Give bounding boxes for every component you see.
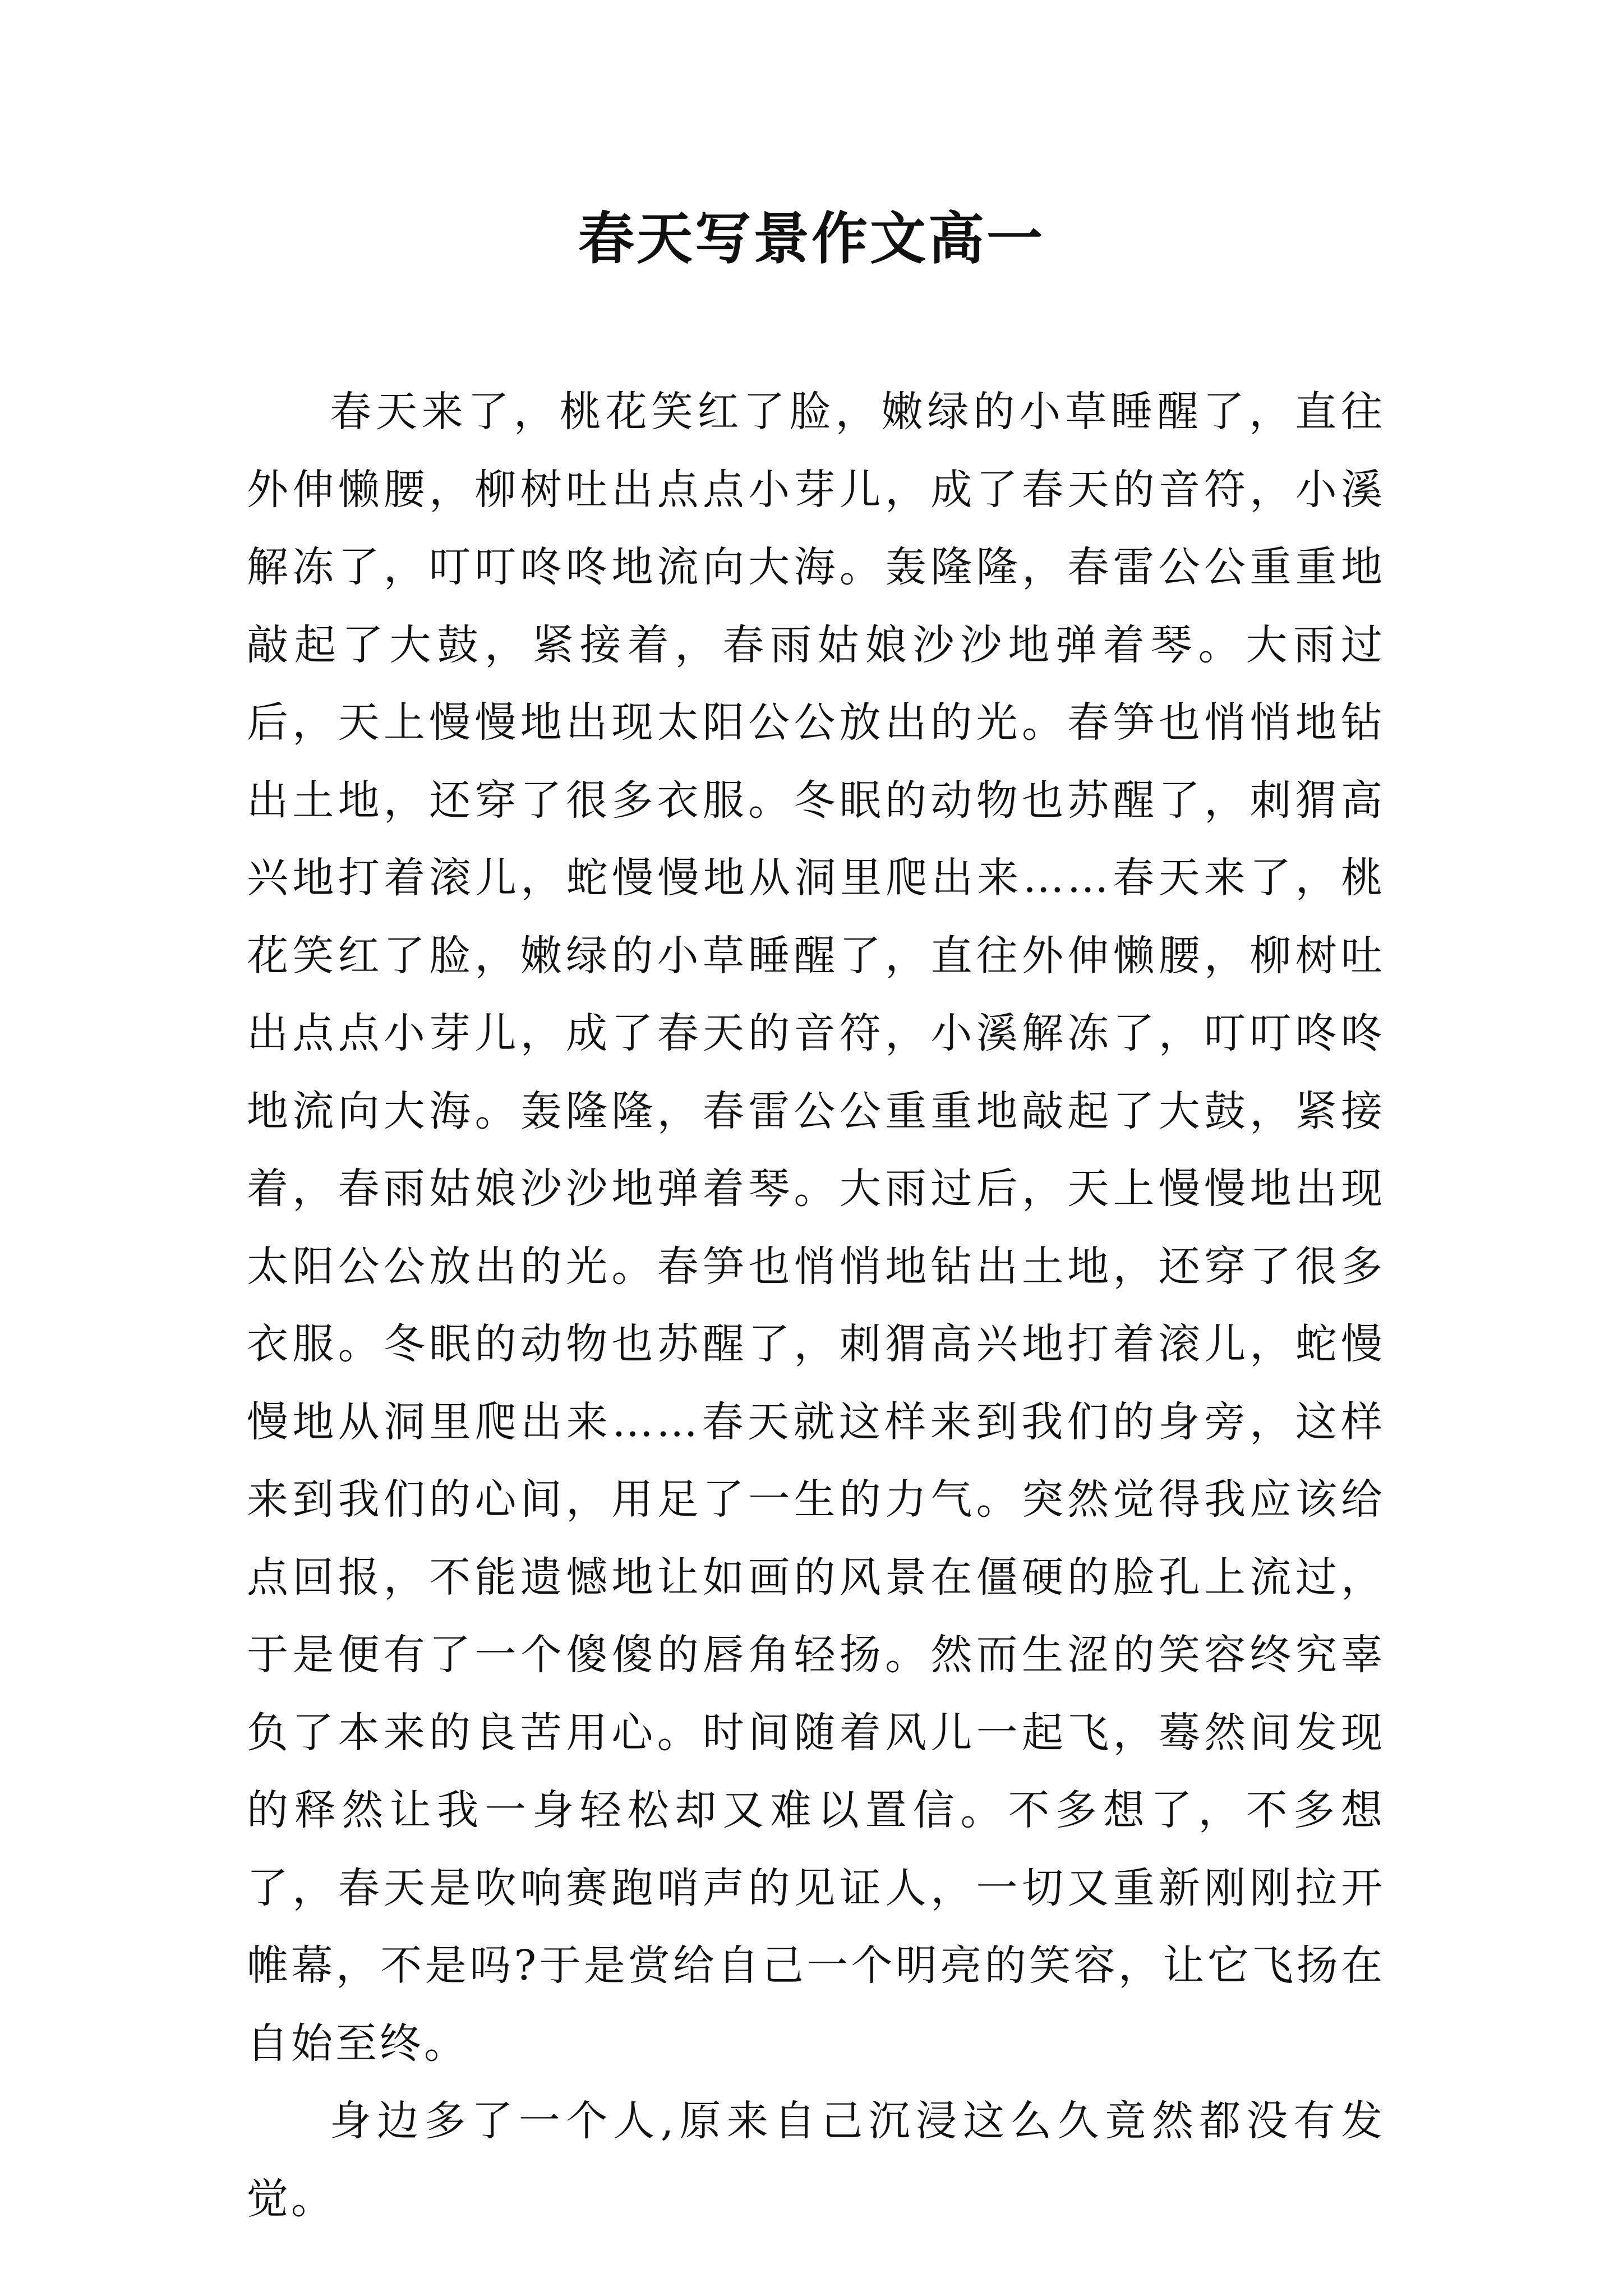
body-paragraph: 身边多了一个人,原来自己沉浸这么久竟然都没有发觉。 [247, 2097, 1385, 2223]
document-title: 春天写景作文高一 [578, 205, 1045, 272]
document-body [247, 373, 1385, 2238]
body-paragraph: 春天来了，桃花笑红了脸，嫩绿的小草睡醒了，直往外伸懒腰，柳树吐出点点小芽儿，成了春天的音符，小溪解冻了，叮叮咚咚地流向大海。轰隆隆，春雷公公重重地敲起了大鼓，紧接着，春雨姑娘沙沙地弹着琴。大雨过后，天上慢慢地出现太阳公公放出的光。春笋也悄悄地钻出土地，还穿了很多衣服。冬眠的动物也苏醒了，刺猬高兴地打着滚儿，蛇慢慢地从洞里爬出来……春天来了，桃花笑红了脸，嫩绿的小草睡醒了，直往外伸懒腰，柳树吐出点点小芽儿，成了春天的音符，小溪解冻了，叮叮咚咚地流向大海。轰隆隆，春雷公公重重地敲起了大鼓，紧接着，春雨姑娘沙沙地弹着琴。大雨过后，天上慢慢地出现太阳公公放出的光。春笋也悄悄地钻出土地，还穿了很多衣服。冬眠的动物也苏醒了，刺猬高兴地打着滚儿，蛇慢慢地从洞里爬出来……春天就这样来到我们的身旁，这样来到我们的心间，用足了一生的力气。突然觉得我应该给点回报，不能遗憾地让如画的风景在僵硬的脸孔上流过，于是便有了一个傻傻的唇角轻扬。然而生涩的笑容终究辜负了本来的良苦用心。时间随着风儿一起飞，蓦然间发现的释然让我一身轻松却又难以置信。不多想了，不多想了，春天是吹响赛跑哨声的见证人，一切又重新刚刚拉开帷幕，不是吗?于是赏给自己一个明亮的笑容，让它飞扬在自始至终。 [247, 388, 1385, 2068]
